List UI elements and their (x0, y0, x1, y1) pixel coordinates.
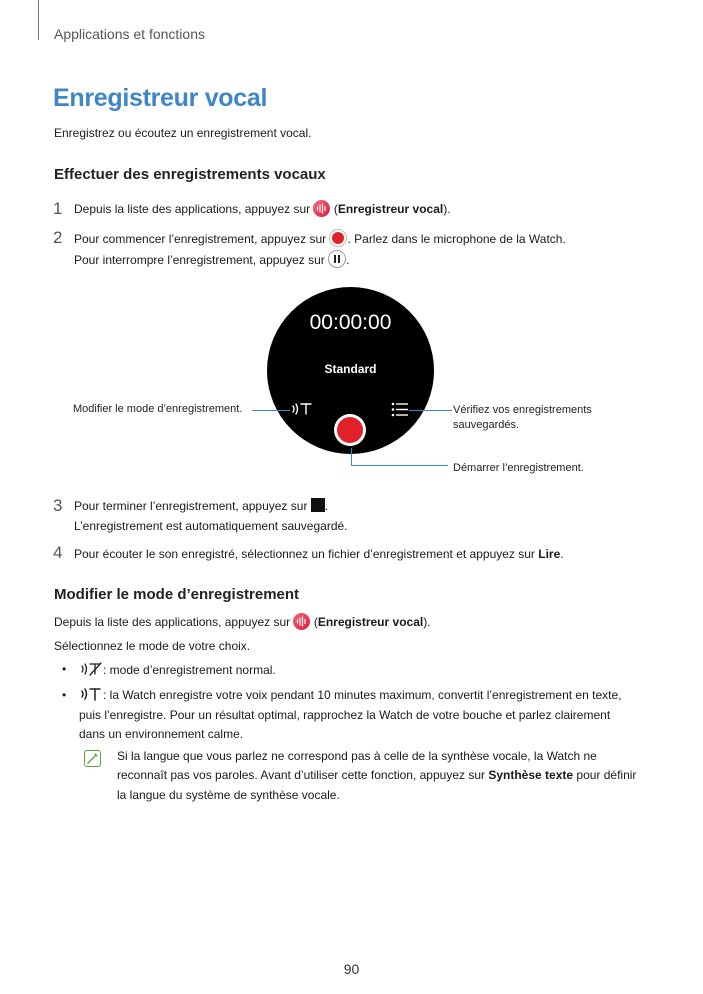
bullet-marker: • (62, 688, 67, 702)
stop-icon (311, 498, 325, 512)
step-1-text: Depuis la liste des applications, appuyez sur (Enregistreur vocal). (74, 202, 451, 216)
intro-text: Enregistrez ou écoutez un enregistrement vocal. (54, 126, 312, 140)
step-number: 2 (53, 228, 63, 247)
recording-timer: 00:00:00 (309, 311, 392, 334)
recording-mode-button[interactable] (289, 400, 313, 423)
app-name: Enregistreur vocal (337, 202, 444, 216)
standard-mode-icon (79, 661, 103, 677)
step-3-line-2: L’enregistrement est automatiquement sauvegardé. (74, 519, 348, 533)
step-3-line-1: Pour terminer l’enregistrement, appuyez sur . (74, 499, 329, 513)
speech-to-text-icon (79, 686, 103, 702)
voice-recorder-app-icon (293, 613, 310, 630)
watch-screen (267, 287, 434, 454)
callout-line-mode (252, 410, 290, 411)
section-2-line-1: Depuis la liste des applications, appuyez sur (Enregistreur vocal). (54, 615, 431, 629)
step-number: 1 (53, 199, 63, 218)
step-2-line-1: Pour commencer l’enregistrement, appuyez sur . Parlez dans le microphone de la Watch. (74, 229, 566, 249)
section-2-line-2: Sélectionnez le mode de votre choix. (54, 639, 251, 653)
note-line-1: Si la langue que vous parlez ne correspond pas à celle de la synthèse vocale, la Watch ne (117, 749, 597, 763)
section-heading-recording: Effectuer des enregistrements vocaux (54, 166, 326, 183)
start-recording-button[interactable] (334, 414, 366, 446)
voice-recorder-app-icon (313, 200, 330, 217)
step-2-line-2: Pour interrompre l’enregistrement, appuyez sur . (74, 250, 349, 270)
page-title: Enregistreur vocal (53, 84, 268, 112)
section-header: Applications et fonctions (54, 26, 205, 42)
bullet-1-text: : mode d’enregistrement normal. (79, 661, 276, 680)
recording-mode-label: Standard (324, 362, 377, 376)
section-heading-mode: Modifier le mode d’enregistrement (54, 586, 300, 603)
callout-saved-line-1: Vérifiez vos enregistrements (453, 404, 592, 416)
note-pencil-icon (84, 750, 101, 767)
note-line-3: la langue du système de synthèse vocale. (117, 788, 340, 802)
recordings-list-button[interactable] (391, 402, 409, 422)
record-icon (329, 229, 347, 247)
page-number: 90 (343, 961, 360, 977)
speech-to-text-icon (289, 400, 313, 418)
callout-line-start-horizontal (351, 465, 448, 466)
list-icon (391, 402, 409, 417)
pause-icon (328, 250, 346, 268)
bullet-2-line-3: dans un environnement calme. (79, 727, 244, 741)
callout-line-start (351, 448, 352, 465)
bullet-2-line-1: : la Watch enregistre votre voix pendant 10 minutes maximum, convertit l’enregistrement en texte, (79, 686, 621, 705)
note-line-2: reconnaît pas vos paroles. Avant d’utiliser cette fonction, appuyez sur Synthèse texte pour définir (117, 768, 637, 782)
callout-saved-line-2: sauvegardés. (453, 419, 520, 431)
step-1-prefix: Depuis la liste des applications, appuyez sur (74, 202, 311, 216)
callout-start: Démarrer l’enregistrement. (453, 462, 584, 474)
step-number: 4 (53, 543, 63, 562)
bullet-2-line-2: puis l’enregistre. Pour un résultat optimal, rapprochez la Watch de votre bouche et parlez clairement (79, 708, 611, 722)
callout-line-saved (409, 410, 452, 411)
step-number: 3 (53, 496, 63, 515)
callout-mode: Modifier le mode d’enregistrement. (73, 403, 243, 415)
step-4-text: Pour écouter le son enregistré, sélectionnez un fichier d’enregistrement et appuyez sur Lire. (74, 547, 564, 561)
bullet-marker: • (62, 662, 67, 676)
header-rule (38, 0, 39, 40)
